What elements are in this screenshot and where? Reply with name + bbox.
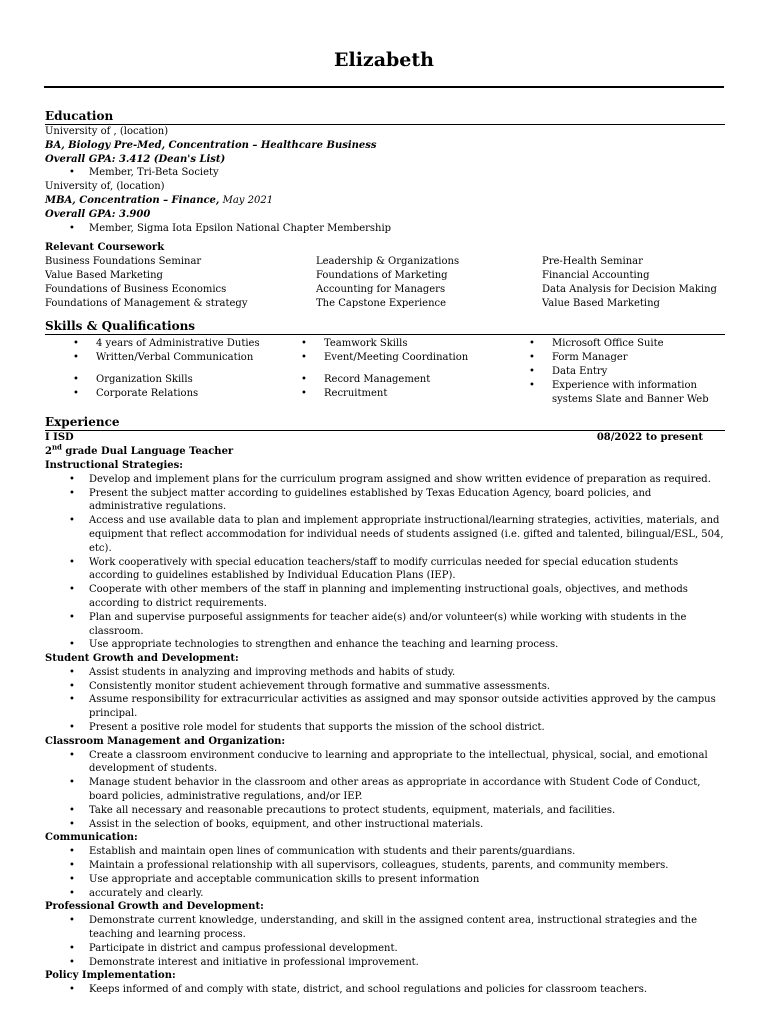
job-title-ordinal: nd (51, 442, 62, 452)
duty-item: • Manage student behavior in the classroom and other areas as appropriate in accordance with Student Code of Conduct, board policies, administrative regulations, and/or IEP. (45, 776, 725, 804)
skill-item: • Organization Skills (45, 373, 273, 387)
job-dates: 08/2022 to present (596, 432, 703, 444)
experience-heading: Experience (45, 414, 725, 431)
education-section (45, 125, 725, 235)
duty-item: • Take all necessary and reasonable precautions to protect students, equipment, materials, and facilities. (45, 804, 725, 818)
skills-column (501, 337, 725, 406)
course-item: Foundations of Management & strategy (45, 297, 248, 309)
coursework-grid (45, 255, 725, 310)
skill-item: • Written/Verbal Communication (45, 351, 273, 365)
skill-item: • Event/Meeting Coordination (273, 351, 501, 365)
school-bullets (45, 166, 725, 180)
skill-item: • 4 years of Administrative Duties (45, 337, 273, 351)
duty-group (45, 735, 725, 832)
duty-heading: Student Growth and Development: (45, 653, 239, 665)
gpa-line: Overall GPA: 3.412 (Dean's List) (45, 153, 226, 165)
duty-item: • Demonstrate current knowledge, understanding, and skill in the assigned content area, instructional strategies and the teaching and learning process. (45, 914, 725, 942)
duty-list (45, 473, 725, 652)
duty-item: • Present the subject matter according to guidelines established by Texas Education Agency, board policies, and administrative regulations. (45, 487, 725, 515)
duty-item: • Plan and supervise purposeful assignments for teacher aide(s) and/or volunteer(s) while working with students in the classroom. (45, 611, 725, 639)
spacer (45, 406, 725, 410)
list-item: • Member, Sigma Iota Epsilon National Chapter Membership (45, 222, 725, 236)
duty-item: • Demonstrate interest and initiative in professional improvement. (45, 956, 725, 970)
employer-name: I ISD (45, 432, 74, 444)
duty-item: • Assist in the selection of books, equipment, and other instructional materials. (45, 818, 725, 832)
school-bullets (45, 222, 725, 236)
duty-group (45, 900, 725, 969)
duty-heading: Policy Implementation: (45, 970, 176, 982)
skills-grid (45, 335, 725, 406)
duty-list (45, 749, 725, 832)
duty-heading: Professional Growth and Development: (45, 901, 264, 913)
degree-line (45, 139, 725, 153)
skill-item: • Data Entry (501, 365, 725, 379)
duty-heading: Communication: (45, 832, 138, 844)
skill-item: • Corporate Relations (45, 387, 273, 401)
duty-heading: Instructional Strategies: (45, 459, 183, 471)
skill-item: • Microsoft Office Suite (501, 337, 725, 351)
coursework-column (316, 255, 542, 310)
skills-column (273, 337, 501, 406)
skill-item: • Form Manager (501, 351, 725, 365)
degree-line (45, 194, 725, 208)
school-name: University of, (location) (45, 181, 165, 193)
job-header (45, 431, 725, 445)
duty-item: • Consistently monitor student achievement through formative and summative assessments. (45, 680, 725, 694)
skill-item: • Teamwork Skills (273, 337, 501, 351)
education-heading: Education (45, 108, 725, 125)
coursework-heading: Relevant Coursework (45, 242, 165, 254)
duty-item: • Develop and implement plans for the curriculum program assigned and show written evidence of preparation as required. (45, 473, 725, 487)
school-name: University of , (location) (45, 126, 169, 137)
coursework-column (45, 255, 316, 310)
duty-item: • Create a classroom environment conducive to learning and appropriate to the intellectual, physical, social, and emotional development of students. (45, 749, 725, 777)
duty-list (45, 983, 725, 997)
duty-heading: Classroom Management and Organization: (45, 735, 286, 747)
duty-item: • Cooperate with other members of the staff in planning and implementing instructional goals, objectives, and methods according to district requirements. (45, 583, 725, 611)
duty-group (45, 969, 725, 997)
school-block (45, 180, 725, 235)
duty-item: • Assume responsibility for extracurricular activities as assigned and may sponsor outside activities approved by the campus principal. (45, 693, 725, 721)
skills-heading: Skills & Qualifications (45, 318, 725, 335)
duty-list (45, 914, 725, 969)
duty-group (45, 831, 725, 900)
skills-column (45, 337, 273, 406)
duty-item: • Use appropriate and acceptable communication skills to present information (45, 873, 725, 887)
course-item: Data Analysis for Decision Making (542, 283, 717, 295)
duty-item: • Participate in district and campus professional development. (45, 942, 725, 956)
duty-item: • Keeps informed of and comply with state, district, and school regulations and policies for classroom teachers. (45, 983, 725, 997)
duty-item: • Assist students in analyzing and improving methods and habits of study. (45, 666, 725, 680)
duty-item: • accurately and clearly. (45, 887, 725, 901)
resume-body (45, 104, 725, 997)
course-item: Leadership & Organizations (316, 256, 460, 268)
job-title (45, 442, 725, 459)
duty-item: • Access and use available data to plan and implement appropriate instructional/learning strategies, activities, materials, and equipment that reflect accommodation for individual needs of students assigned (i.e. gifted and talented, bilingual/ESL, 504, etc). (45, 514, 725, 555)
job-title-number: 2 (45, 446, 52, 458)
duty-group (45, 459, 725, 652)
course-item: Pre-Health Seminar (542, 256, 643, 268)
candidate-name: Elizabeth (334, 49, 434, 71)
duty-item: • Maintain a professional relationship with all supervisors, colleagues, students, parents, and community members. (45, 859, 725, 873)
course-item: Foundations of Business Economics (45, 283, 227, 295)
course-item: The Capstone Experience (316, 297, 447, 309)
course-item: Value Based Marketing (45, 269, 163, 281)
duty-list (45, 666, 725, 735)
duty-item: • Present a positive role model for students that supports the mission of the school district. (45, 721, 725, 735)
skill-item: • Recruitment (273, 387, 501, 401)
skill-item: • Record Management (273, 373, 501, 387)
course-item: Foundations of Marketing (316, 269, 448, 281)
degree-text: MBA, Concentration – Finance, (45, 194, 220, 206)
school-block (45, 125, 725, 180)
course-item: Accounting for Managers (316, 283, 446, 295)
duty-list (45, 845, 725, 900)
spacer (45, 310, 725, 314)
degree-text: BA, Biology Pre-Med, Concentration – Healthcare Business (45, 139, 377, 151)
course-item: Business Foundations Seminar (45, 256, 202, 268)
list-item: • Member, Tri-Beta Society (45, 166, 725, 180)
gpa-line: Overall GPA: 3.900 (45, 208, 151, 220)
course-item: Financial Accounting (542, 269, 650, 281)
duty-item: • Work cooperatively with special education teachers/staff to modify curriculas needed for special education students according to guidelines established by Individual Education Plans (IEP). (45, 556, 725, 584)
job-title-text: grade Dual Language Teacher (61, 446, 234, 458)
course-item: Value Based Marketing (542, 297, 660, 309)
skill-item: • Experience with information systems Slate and Banner Web (501, 379, 725, 407)
header-divider (44, 86, 724, 88)
duty-group (45, 652, 725, 735)
degree-date: May 2021 (219, 194, 274, 206)
duty-item: • Use appropriate technologies to strengthen and enhance the teaching and learning process. (45, 638, 725, 652)
coursework-column (542, 255, 725, 310)
duty-item: • Establish and maintain open lines of communication with students and their parents/guardians. (45, 845, 725, 859)
